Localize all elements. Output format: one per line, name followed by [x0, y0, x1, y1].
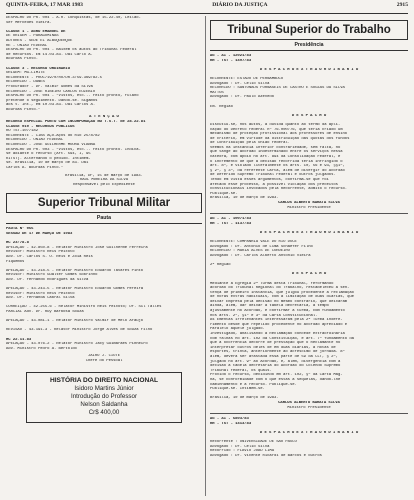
text-line: PARCIAL Adv. Dr. Ruy Barbosa Souza	[6, 310, 84, 315]
text-line: § 2º, § 3º, da referente Carta, além de divergir do Acórdão	[210, 168, 345, 173]
text-line: RECORRIDO - DANES	[6, 80, 45, 85]
text-line: RECURSO ESPECIAL PONTO COM INCORPORAÇÃO NO T.S.T. de 28.22.81	[6, 120, 146, 125]
text-line: RECORRIDO - UNIÃO FEDERAL	[6, 138, 64, 143]
text-line: o incremento de que a decisão recorrida teria infringido o	[210, 159, 343, 164]
text-line: RECORRENTE: COMPANHIA VALE DO RIO DOCE	[210, 240, 297, 245]
text-line: se adiante o recurso (Art. 594, I, 95	[6, 152, 91, 157]
text-line: mecanismo de proteção profissional aos professores de ensino	[210, 132, 348, 137]
text-line: D E S P A C H O E X T R A O R D I N Á R I O	[259, 430, 359, 435]
text-line: CLASSE 1 - AGRO EMANUEL DE	[6, 29, 66, 34]
tst-title: Tribunal Superior do Trabalho	[210, 20, 408, 40]
text-line: APELAÇÃO - 43.081-1 - Relator Ministro Valmir de Melo Araújo	[6, 319, 144, 324]
despacho-3	[210, 417, 408, 458]
text-line: DESPACHO DO PR. 003 - "Vistos, etc... Feito pronto. Indica-	[6, 147, 141, 152]
text-line: CORREIÇÃO - 42.255-6 - Relator Ministro Reis Peixoto; Dr. Sil Talles	[6, 305, 162, 310]
text-line: com falhas no art. 102 da Constituição, e art. 7º fundamento da	[210, 336, 354, 341]
left-signature	[6, 174, 202, 188]
despacho-2	[210, 217, 408, 401]
text-line: RE - UNIÃO FEDERAL	[6, 43, 48, 48]
right-column	[210, 16, 408, 496]
text-line: Bourdas Pinto.	[6, 57, 38, 62]
text-line: Carlos A. Bourdas Pinto."	[6, 166, 64, 170]
text-line: RECORRENTE: ESTADO DE PERNAMBUCO	[210, 76, 284, 81]
text-line: cátedra, com apoio no art. 894 da Consolidação Federal, e	[210, 155, 341, 160]
text-line: se. Brasília, 10 de março de 83. Dai	[6, 161, 89, 166]
text-line: Tendo em vista esses argumentos, confirma-se que foi	[210, 178, 329, 183]
text-line: Brasília, DF, 15 de março de 1983.	[65, 173, 143, 178]
text-line: APELAÇÃO - 42.850-8 - Relator Ministro José Guilherme Ferreira	[6, 245, 148, 250]
text-line: DESPACHO DO PR. 004 - Baixem os autos ao Tribunal Federal	[6, 48, 137, 53]
text-line: Brasília, 10 de março de 1983.	[210, 396, 279, 401]
text-line: Advogado : Dr. Célio Silva	[210, 81, 270, 86]
text-line: Procurador - Dr. Valmir Gomes da Silva	[6, 84, 93, 89]
text-line: AG - AI - 5803/83	[210, 417, 249, 422]
despacho-1	[210, 54, 408, 201]
text-line: afetado esse processo, à possível violação dos preceitos	[210, 182, 338, 187]
text-line: RO TST-107/182	[6, 129, 38, 134]
pauta-list	[6, 227, 202, 351]
text-line: Revisor: Ministro Gualter Gomes Sobrinho	[6, 273, 98, 278]
text-line: Ser Mercedes Vieira.	[6, 20, 52, 25]
text-line: que a ocorrência decorre de prestação que o Reclamante no	[210, 341, 341, 346]
text-line: aos t. Int., em 10.03.83. Dai Carlos A.	[6, 103, 96, 108]
text-line: HC 23/78-8	[6, 241, 29, 246]
text-line: pretende o seguimento. Dando-se. Sigamos	[6, 98, 98, 103]
text-line: tença de primeiro instância, que julgou procedente a reclamação	[210, 290, 354, 295]
text-line: RECORRIDO - JOSÉ GUILHERME MOURA VIANNA	[6, 143, 96, 148]
text-line: Advogado : Dr. Carlos Alberto Antônio Vieira	[210, 253, 311, 258]
text-line: caminhamento e a recurso. Publique-se.	[210, 382, 297, 387]
text-line: acórdão do Tribunal Regional do Trabalho, restabeleceu a sen-	[210, 286, 350, 291]
text-line: D E S P A C H O	[291, 272, 327, 277]
text-line: Investigado, analisando a Reclamação concede extraordinária	[210, 332, 345, 337]
text-line: cação do Decreto Federal nº 76.000/76, que teria criado um	[210, 127, 343, 132]
text-line: Revisor: Ministro Reis Peixoto	[6, 291, 75, 296]
text-line: Adv. Dr. Fernando Rodrigues da Silva	[6, 277, 89, 282]
ad-author: Isidoro Martins Júnior	[74, 384, 134, 392]
stm-signature	[6, 354, 202, 363]
text-line: DE ORIGEM - PARAGOMINAS	[6, 34, 59, 39]
text-line: D E S P A C H O	[291, 113, 327, 118]
text-line: Em. Região	[210, 104, 233, 109]
text-line: nos arts. 2º, §1º e 3º da Carta Constitucional.	[210, 313, 318, 318]
ad-price: Cr$ 400,00	[88, 409, 120, 417]
text-line: Recorrido : FLÁVIO JOÃO LIMA	[210, 449, 274, 454]
text-line: Fiquemos	[6, 259, 25, 264]
text-line: D E S P A C H O E X T R A O R D I N Á R I O	[259, 67, 359, 72]
text-line: Veemos na instância inferior contrariedade, sem falta, no	[210, 145, 341, 150]
text-line: PAUTA Nº 055	[6, 227, 34, 232]
text-line: RECORRIDO - JOSÉ RIBEIRO CARLOS EUZÉBIO	[6, 89, 96, 94]
text-line: constitucionais invocados pela Recorrente, admito o recurso.	[210, 187, 348, 192]
text-line: Mediante a Egrégia 2ª Turma desta Tribunal, reformando	[210, 281, 334, 286]
despacho-1-signature	[210, 201, 408, 210]
column-divider	[205, 16, 206, 496]
text-line: HC 22.11.83	[6, 337, 32, 342]
text-line: AG - AI - 10071/83	[210, 217, 252, 222]
text-line: que tange ao acórdão indeterminado entre os serviços nessa	[210, 150, 343, 155]
header-date: QUINTA-FEIRA, 17 MAR 1983	[6, 2, 83, 8]
text-line: interpretar outros deles de em duas diárias, a notas de	[210, 345, 336, 350]
text-line: CLASSE 3 - RECURSO ORDINARIO	[6, 66, 70, 71]
text-line: na, se conformidade com o que estás a sequelas, dando-lhe	[210, 377, 341, 382]
text-line: Brasília, 10 de março de 1983.	[210, 196, 279, 201]
text-line: art. 8º, e violado literalmente os arts. 10, 56 e 93, §§1º,	[210, 164, 345, 169]
text-line: CLASSE 010 - RECURSOS PÚBLICOS	[6, 124, 75, 129]
text-line: JAIRO J. CIUTE	[88, 354, 120, 359]
text-line: RR - TST - 1137/83	[210, 221, 252, 226]
text-line: ORIGEM: MG-LIMITE	[6, 71, 45, 76]
text-line: Advogado : Dr. Antônio de Lima Schaefer Filho	[210, 244, 313, 249]
text-line: MATTOS	[210, 90, 224, 95]
ad-intro: Introdução do Professor	[70, 393, 138, 400]
text-line: Revisor: Ministro Reis Peixoto	[6, 250, 75, 255]
text-line: Responsável pelo Expediente	[73, 182, 135, 187]
text-line: CARLOS ALBERTO BARATA SILVA	[278, 400, 340, 405]
text-line: RR - TST - 1497/83	[210, 58, 252, 63]
text-line: Bourdas Pinto."	[6, 107, 41, 112]
despacho-2-signature	[210, 401, 408, 410]
text-line: de critério, em virtude da distribuição das quotas dos fundos	[210, 136, 350, 141]
text-line: AG - AI - 12021/83	[210, 54, 252, 58]
text-line: Advogado : Dr. Célio Silva	[210, 444, 270, 449]
text-line: APELAÇÃO - 43.243-5 - Relator Ministro Eduardo Gomes Pereira	[6, 287, 144, 292]
text-line: RECORRENTE - CIBS AÇO-Aços do Rio 25/8/82	[6, 133, 100, 138]
left-top-notices	[6, 16, 202, 112]
text-line: Adv. Dr. Fernanda Cabral Silva	[6, 296, 75, 301]
left-column	[6, 16, 202, 496]
text-line: Ministro Presidente	[287, 205, 331, 210]
text-line: Advogado : Dr. Vicente Ricardi de Barcos e outros	[210, 453, 322, 458]
presidencia-heading: Presidência	[210, 42, 408, 51]
text-line: de Recursos. Em 14.03.83. Dai Carlo A.	[6, 52, 93, 57]
text-line: REVISÃO - 43.191-3 - Relator Ministro Jorge Alves de Souza Filho	[6, 328, 153, 333]
text-line: Publique-se.	[210, 191, 238, 196]
header-publication: DIÁRIO DA JUSTIÇA	[212, 2, 268, 8]
text-line: APELAÇÃO - 43.076-2 - Relator Ministro Jacy Guimarães Pinheiro	[6, 342, 148, 347]
text-line: Recorrente : UNIVERSIDADE DE SÃO PAULO	[210, 440, 297, 445]
text-line: As Ementas irrelevantes interessaram pela 2ª Turma indefe-	[210, 318, 343, 323]
text-line: D E S P A C H O E X T R A O R D I N Á R I O	[259, 230, 359, 235]
text-line: RECORRIDO : SANTONAUS FURNASEIS DE CASTRO E SOUZAS DA SILVA	[210, 86, 345, 91]
text-line: Chefe do Pessoal	[85, 359, 123, 363]
text-line: DESPACHO DO PR. 004 - "Vistos, etc... Feito pronto, fulano	[6, 94, 139, 99]
text-line: Publique-se. Intimem-se.	[210, 387, 265, 392]
text-line: APELAÇÃO - 43.218-5 - Relator Ministro Eduardo Tavares Pinto	[6, 268, 144, 273]
text-line: RITST). Alternando o pedido. Intimem-	[6, 156, 91, 161]
pauta-heading: Pauta	[6, 215, 202, 224]
text-line: esportes, trinta, anteriormente ao acréscimo de jornada. 8º	[210, 350, 345, 355]
book-advertisement	[26, 372, 182, 423]
text-line: julgado no art. 9º ao Acórdão, e, além, divergência com a	[210, 359, 341, 364]
text-line: RECORRIDO : MARIA ALVES DE CORDEIRO	[210, 249, 290, 254]
header-page-number: 2915	[396, 2, 408, 8]
text-line: ajustamente no Acórdão, e confirmar a turma, com fundamento	[210, 309, 345, 314]
text-line: Advogado : Dr. Paulo Azevedo	[210, 95, 274, 100]
text-line: deixar Empresa pela decisão no mesmo contrário, que deixaram	[210, 299, 348, 304]
ad-title: HISTÓRIA DO DIREITO NACIONAL	[49, 376, 159, 384]
text-line: de Contribuição pela União Federal.	[210, 141, 290, 146]
text-line: Paralelo aquele julgado.	[210, 327, 265, 332]
text-line: RR - TST - 1413/83	[210, 421, 252, 426]
text-line: Ministro Presidente	[287, 405, 331, 410]
text-line: AUTORES - SEDE EL ALBUQUERQUE	[6, 38, 73, 43]
text-line: rimento desde que repelido procedente no acórdão apreciado e	[210, 322, 348, 327]
text-line: Discutiu-se, nos autos, a dúvida quanto ao termo da apli-	[210, 122, 341, 127]
text-line: RECORRENTE - PROC/1970/RO/DR.3/59.369/82-5	[6, 75, 102, 80]
page-header	[6, 2, 408, 14]
text-line: Provido o recurso, decidindo em art. 102, §º da Carta Mag-	[210, 373, 343, 378]
text-line: CARLOS ALBERTO BARATA SILVA	[278, 201, 340, 205]
stm-title: Superior Tribunal Militar	[6, 193, 202, 213]
text-line: ainda, além, dar deixar a tabela decretaria, a tempo	[210, 304, 329, 309]
text-line: além, deverá ser afastada essa parte de 59 da CLT, § 2º,	[210, 355, 338, 359]
text-line: RAUL MOREIRA DA SILVA	[80, 178, 128, 183]
text-line: DESPACHO DO PR. 004 - A.R. Conquistas, de 15.22.40, Leilão-	[6, 16, 141, 20]
text-line: Tribunal Federal, os quais.	[210, 368, 272, 373]
text-line: 2ª Região	[210, 263, 231, 268]
text-line: Adv. Dr. Carlos S. O. Reis e Zoia Reis	[6, 254, 93, 259]
text-line: decisão a tabela decretaria do Acórdão do Colendo Supremo	[210, 364, 341, 369]
ad-intro-name: Nelson Saldanha	[80, 401, 128, 409]
text-line: A T E N Ç Ã O	[89, 115, 119, 120]
text-line: Adv. Ministro Pedro A. Bertoldo	[6, 346, 77, 351]
left-second-notices	[6, 115, 202, 170]
text-line: SESSÃO DE 17 DE MARÇO DE 1983	[6, 231, 73, 236]
text-line: de Deferido Supremo Tribunal Federal e outros julgados.	[210, 173, 336, 178]
text-line: de horas extras habituais, com a limitação de duas diárias, que	[210, 295, 354, 300]
